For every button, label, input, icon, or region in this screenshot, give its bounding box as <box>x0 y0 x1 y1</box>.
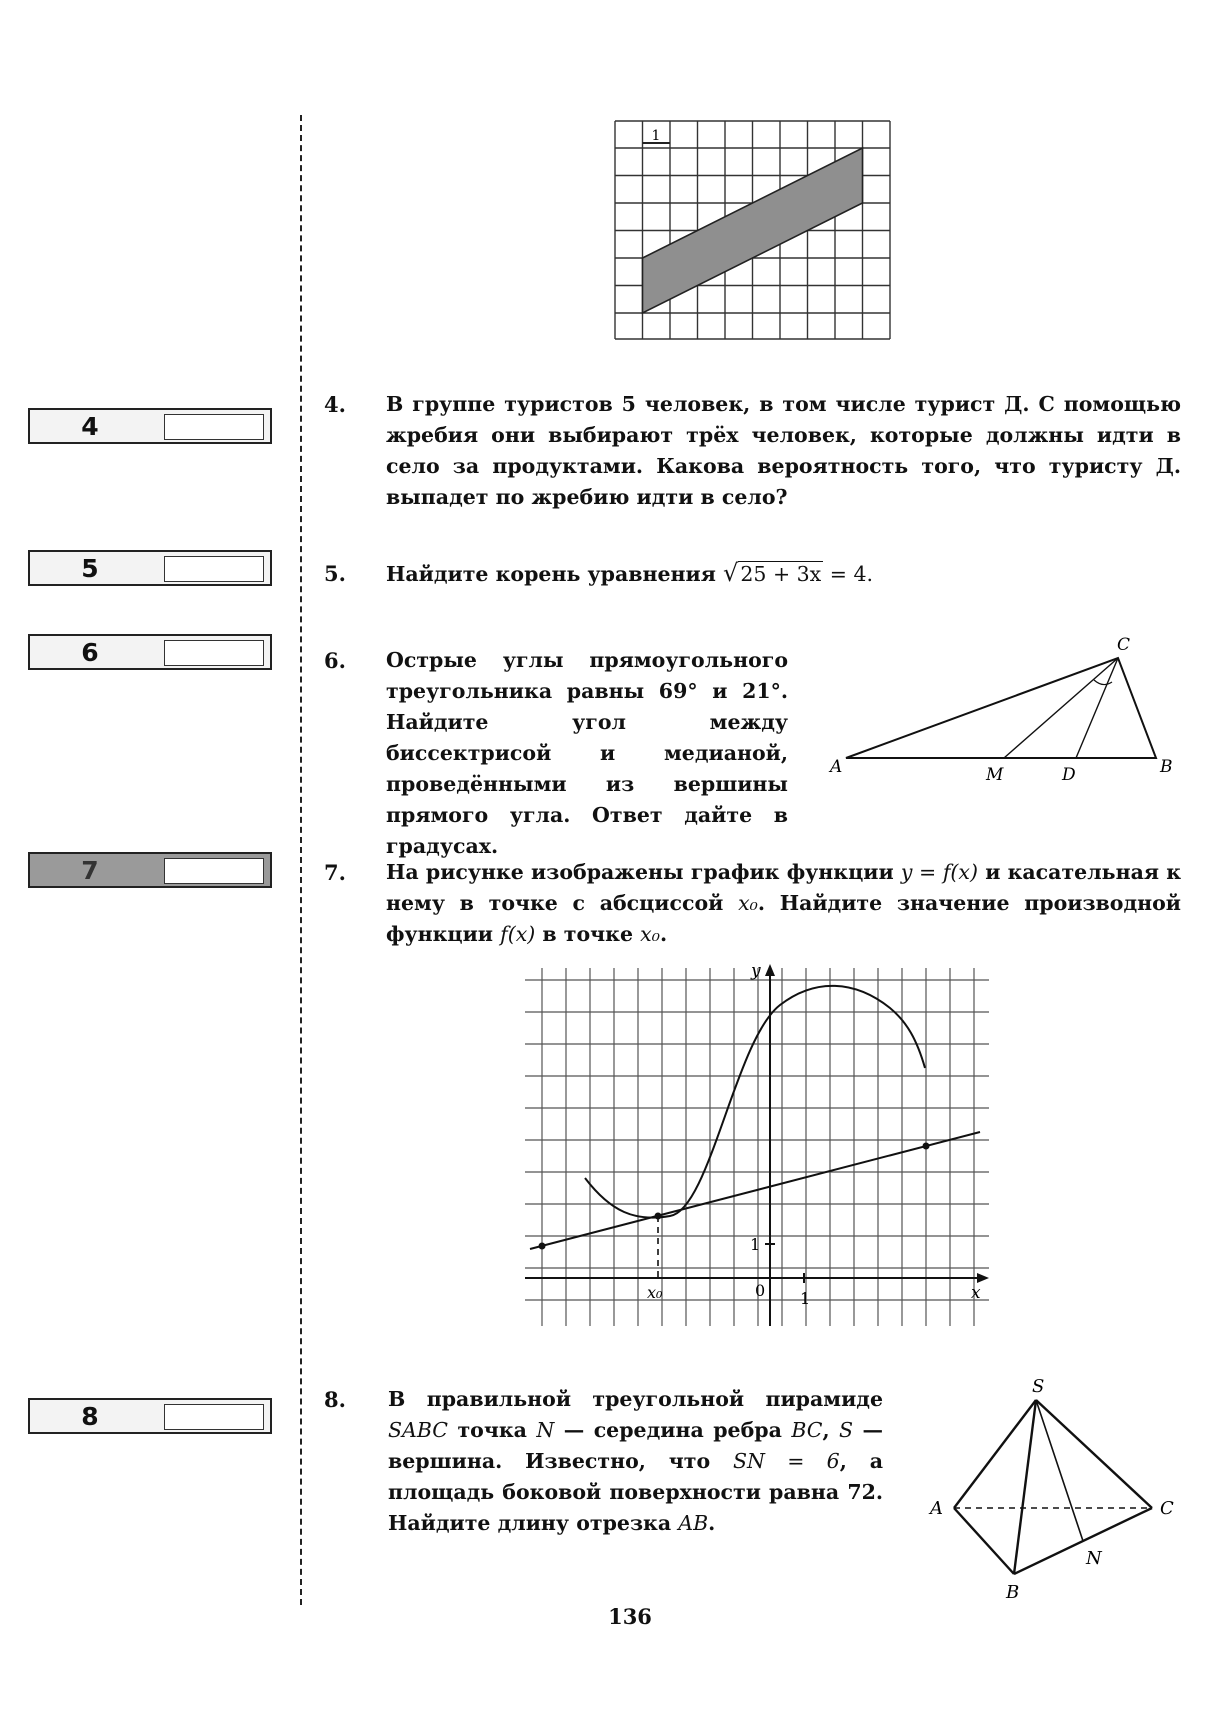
q7-x0-2: x₀ <box>640 922 660 946</box>
question-6-number: 6. <box>324 648 346 673</box>
unit-label: 1 <box>651 128 661 144</box>
answer-box-number: 8 <box>81 1402 99 1431</box>
bisector-cd <box>1076 658 1118 758</box>
page-number: 136 <box>608 1604 652 1629</box>
answer-box-4 <box>28 408 272 444</box>
q8-sn: SN = 6 <box>733 1449 840 1473</box>
question-8-text <box>388 1384 883 1539</box>
q7-text-1: На рисунке изображены график функции <box>386 860 894 884</box>
median-cm <box>1004 658 1118 758</box>
tangent-point-right <box>923 1143 930 1150</box>
answer-box-7 <box>28 852 272 888</box>
q7-text-3: . Найдите значение производной функции <box>386 891 1181 946</box>
question-5-number: 5. <box>324 561 346 586</box>
question-6-text: Острые углы прямоугольного треугольника равны 69° и 21°. Найдите угол между биссектрисой и медианой, проведёнными из вершины прямого угла. Ответ дайте в градусах. <box>386 648 788 858</box>
label-b: B <box>1006 1582 1020 1603</box>
q7-text-2: и касательная к нему в точке с абсциссой <box>386 860 1182 915</box>
q8-text-1: В правильной треугольной пирамиде <box>388 1387 883 1411</box>
x0-label: x₀ <box>647 1283 663 1302</box>
q7-fx: f(x) <box>500 922 536 946</box>
triangle-abc <box>846 658 1156 758</box>
q8-end: . <box>708 1511 716 1535</box>
label-m: M <box>986 765 1004 780</box>
question-7-text <box>386 857 1181 950</box>
question-5-prompt: Найдите корень уравнения <box>386 562 716 586</box>
q8-s: S <box>839 1418 854 1442</box>
equation-radicand: 25 + 3x <box>740 562 822 586</box>
q8-text-6: , а площадь боковой поверхности равна 72. Найдите длину отрезка <box>388 1449 884 1535</box>
equation-end: . <box>866 562 874 586</box>
function-curve <box>585 986 925 1218</box>
tangent-line <box>530 1132 980 1249</box>
answer-box-number: 7 <box>81 856 99 885</box>
function-graph <box>525 960 989 1330</box>
q8-sabc: SABC <box>388 1418 448 1442</box>
q8-text-4: , <box>822 1418 830 1442</box>
q8-text-3: — середина ребра <box>563 1418 782 1442</box>
answer-field[interactable] <box>164 414 264 440</box>
q7-x0: x₀ <box>738 891 758 915</box>
question-4-text: В группе туристов 5 человек, в том числе турист Д. С помощью жребия они выбирают трёх человек, которые должны идти в село за продуктами. Какова вероятность того, что туристу Д. выпадет по жребию идти в село? <box>386 392 1181 509</box>
edge-ab <box>954 1508 1014 1574</box>
answer-box-number: 4 <box>81 412 99 441</box>
y-unit-label: 1 <box>750 1235 761 1254</box>
answer-field[interactable] <box>164 1404 264 1430</box>
answer-box-6 <box>28 634 272 670</box>
answer-box-5 <box>28 550 272 586</box>
x-axis-label: x <box>971 1283 981 1303</box>
label-c: C <box>1117 635 1131 655</box>
x-axis-arrow <box>977 1273 989 1283</box>
q8-text-2: точка <box>457 1418 527 1442</box>
q8-ab: AB <box>678 1511 709 1535</box>
label-b: B <box>1160 757 1173 777</box>
q8-bc: BC <box>791 1418 823 1442</box>
q8-n: N <box>536 1418 555 1442</box>
answer-box-number: 5 <box>81 554 99 583</box>
q7-text-4: в точке <box>542 922 634 946</box>
answer-box-number: 6 <box>81 638 99 667</box>
answer-field[interactable] <box>164 556 264 582</box>
q7-func: y = f(x) <box>900 860 978 884</box>
q8-text-5: — вершина. Известно, что <box>388 1418 884 1473</box>
angle-arc <box>1094 680 1112 685</box>
label-s: S <box>1032 1376 1045 1397</box>
tangent-point-left <box>539 1243 546 1250</box>
equation-rhs: = 4 <box>829 562 867 586</box>
cut-line <box>300 115 302 1605</box>
label-a: A <box>830 757 843 777</box>
label-d: D <box>1062 765 1076 780</box>
label-c: C <box>1160 1498 1174 1519</box>
grid-parallelogram-figure <box>612 118 894 342</box>
q7-end: . <box>659 922 668 946</box>
question-4-number: 4. <box>324 392 346 417</box>
pyramid-figure <box>920 1368 1180 1608</box>
label-a: A <box>930 1498 943 1519</box>
y-axis-label: y <box>751 961 761 981</box>
tangency-point <box>655 1213 662 1220</box>
answer-box-8 <box>28 1398 272 1434</box>
question-7-number: 7. <box>324 860 346 885</box>
question-5-text <box>386 558 986 590</box>
equation: √25 + 3x = 4. <box>723 559 874 587</box>
origin-label: 0 <box>755 1281 766 1300</box>
y-axis-arrow <box>765 964 775 976</box>
question-8-number: 8. <box>324 1387 346 1412</box>
label-n: N <box>1086 1548 1102 1569</box>
answer-field[interactable] <box>164 640 264 666</box>
answer-field[interactable] <box>164 858 264 884</box>
x-unit-label: 1 <box>800 1289 811 1308</box>
triangle-figure <box>820 630 1185 780</box>
